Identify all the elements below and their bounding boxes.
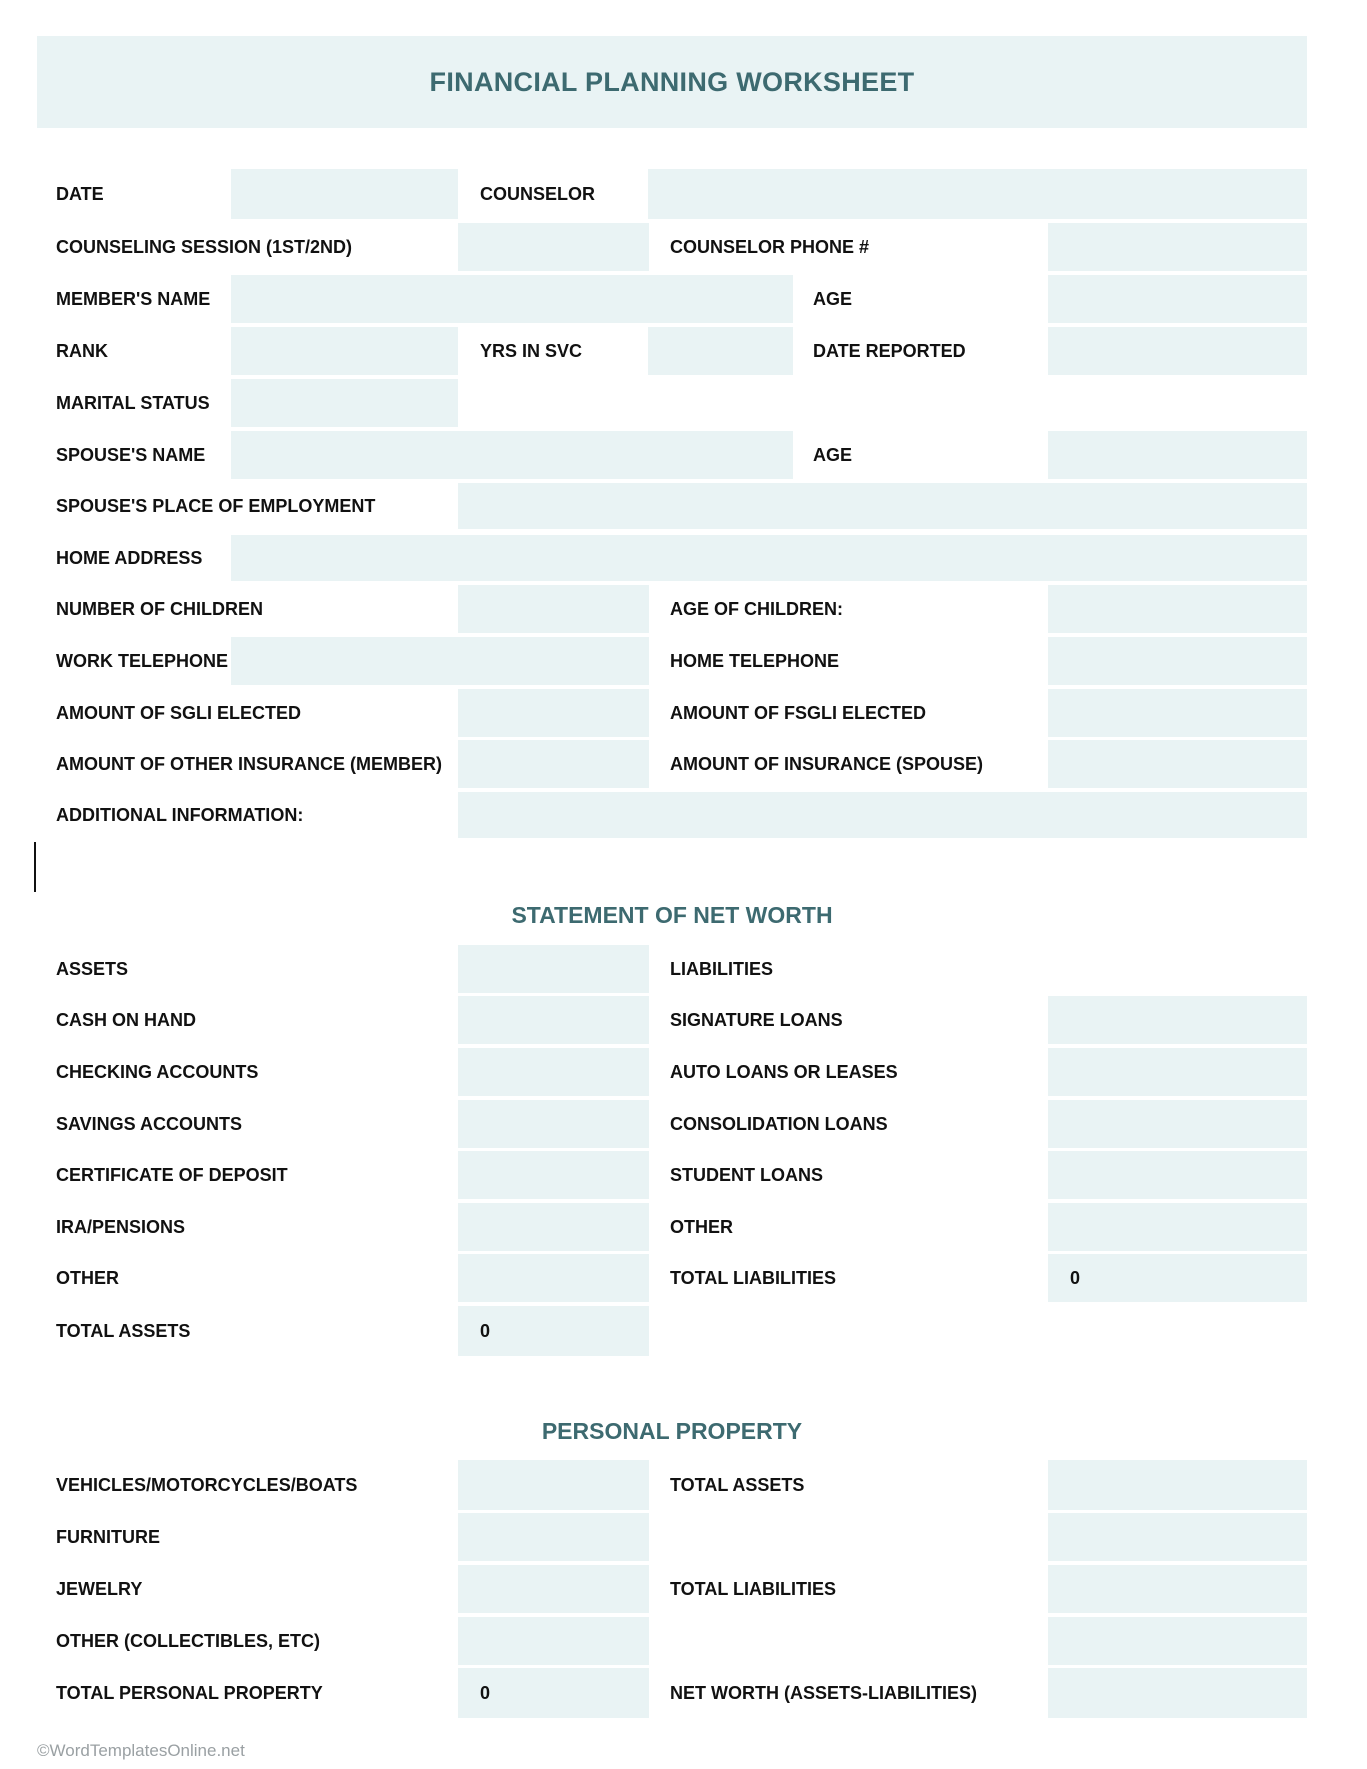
counselor-phone-field[interactable] [1048, 223, 1307, 271]
date-reported-label: DATE REPORTED [813, 340, 966, 361]
pp-total-liabilities-field[interactable] [1048, 1565, 1307, 1613]
pp-total-assets-field[interactable] [1048, 1460, 1307, 1510]
liability-label: CONSOLIDATION LOANS [670, 1113, 888, 1134]
total-personal-property-field[interactable] [458, 1668, 649, 1718]
liability-label: SIGNATURE LOANS [670, 1009, 843, 1030]
spouses-name-field[interactable] [231, 431, 793, 479]
spouses-name-label: SPOUSE'S NAME [56, 444, 206, 465]
text-cursor [34, 842, 36, 892]
asset-field-checking[interactable] [458, 1048, 649, 1096]
property-field-other[interactable] [458, 1617, 649, 1665]
asset-field-cd[interactable] [458, 1151, 649, 1199]
pp-blank-field-1[interactable] [1048, 1513, 1307, 1561]
home-telephone-label: HOME TELEPHONE [670, 650, 840, 671]
sgli-field[interactable] [458, 689, 649, 737]
liability-label: STUDENT LOANS [670, 1164, 823, 1185]
total-liabilities-label: TOTAL LIABILITIES [670, 1267, 836, 1288]
yrs-in-svc-field[interactable] [648, 327, 793, 375]
number-of-children-label: NUMBER OF CHILDREN [56, 598, 263, 619]
liability-field-signature[interactable] [1048, 996, 1307, 1044]
age-of-children-field[interactable] [1048, 585, 1307, 633]
additional-info-label: ADDITIONAL INFORMATION: [56, 804, 304, 825]
date-field[interactable] [231, 169, 458, 219]
members-name-field[interactable] [231, 275, 793, 323]
total-assets-label: TOTAL ASSETS [56, 1320, 191, 1341]
home-address-field[interactable] [231, 535, 1307, 581]
liability-field-auto[interactable] [1048, 1048, 1307, 1096]
net-worth-field[interactable] [1048, 1668, 1307, 1718]
asset-field-ira[interactable] [458, 1203, 649, 1251]
counselor-label: COUNSELOR [480, 183, 596, 204]
rank-label: RANK [56, 340, 108, 361]
liability-label: AUTO LOANS OR LEASES [670, 1061, 898, 1082]
assets-header-field[interactable] [458, 945, 649, 993]
property-field-vehicles[interactable] [458, 1460, 649, 1510]
asset-label: CASH ON HAND [56, 1009, 197, 1030]
property-field-jewelry[interactable] [458, 1565, 649, 1613]
page-title: FINANCIAL PLANNING WORKSHEET [429, 66, 915, 97]
liability-field-student[interactable] [1048, 1151, 1307, 1199]
marital-status-field[interactable] [231, 379, 458, 427]
liabilities-header: LIABILITIES [670, 958, 773, 979]
spouse-age-field[interactable] [1048, 431, 1307, 479]
number-of-children-field[interactable] [458, 585, 649, 633]
net-worth-title: STATEMENT OF NET WORTH [511, 902, 833, 928]
pp-total-assets-label: TOTAL ASSETS [670, 1474, 805, 1495]
footer-copyright: ©WordTemplatesOnline.net [37, 1741, 245, 1760]
property-item-label: VEHICLES/MOTORCYCLES/BOATS [56, 1474, 358, 1495]
rank-field[interactable] [231, 327, 458, 375]
home-telephone-field[interactable] [1048, 637, 1307, 685]
net-worth-label: NET WORTH (ASSETS-LIABILITIES) [670, 1682, 977, 1703]
property-item-label: OTHER (COLLECTIBLES, ETC) [56, 1630, 320, 1651]
liability-label: OTHER [670, 1216, 733, 1237]
marital-status-label: MARITAL STATUS [56, 392, 210, 413]
asset-label: CERTIFICATE OF DEPOSIT [56, 1164, 288, 1185]
personal-property-title: PERSONAL PROPERTY [541, 1418, 803, 1444]
age-label: AGE [813, 288, 853, 309]
pp-total-liabilities-label: TOTAL LIABILITIES [670, 1578, 836, 1599]
property-item-label: JEWELRY [56, 1578, 143, 1599]
insurance-spouse-field[interactable] [1048, 740, 1307, 788]
fsgli-field[interactable] [1048, 689, 1307, 737]
work-telephone-field[interactable] [231, 637, 649, 685]
asset-label: OTHER [56, 1267, 119, 1288]
members-name-label: MEMBER'S NAME [56, 288, 211, 309]
asset-field-savings[interactable] [458, 1100, 649, 1148]
home-address-label: HOME ADDRESS [56, 547, 203, 568]
spouse-employment-label: SPOUSE'S PLACE OF EMPLOYMENT [56, 495, 376, 516]
total-liabilities-field[interactable] [1048, 1254, 1307, 1302]
date-reported-field[interactable] [1048, 327, 1307, 375]
date-label: DATE [56, 183, 104, 204]
counseling-session-field[interactable] [458, 223, 649, 271]
asset-field-other[interactable] [458, 1254, 649, 1302]
spouse-employment-field[interactable] [458, 483, 1307, 529]
counselor-field[interactable] [648, 169, 1307, 219]
sgli-label: AMOUNT OF SGLI ELECTED [56, 702, 301, 723]
pp-blank-field-2[interactable] [1048, 1617, 1307, 1665]
other-insurance-member-field[interactable] [458, 740, 649, 788]
liability-field-consolidation[interactable] [1048, 1100, 1307, 1148]
total-assets-field[interactable] [458, 1306, 649, 1356]
assets-header: ASSETS [56, 958, 129, 979]
fsgli-label: AMOUNT OF FSGLI ELECTED [670, 702, 926, 723]
liability-field-other[interactable] [1048, 1203, 1307, 1251]
asset-label: CHECKING ACCOUNTS [56, 1061, 259, 1082]
age-of-children-label: AGE OF CHILDREN: [670, 598, 843, 619]
age-field[interactable] [1048, 275, 1307, 323]
asset-field-cash[interactable] [458, 996, 649, 1044]
spouse-age-label: AGE [813, 444, 853, 465]
asset-label: SAVINGS ACCOUNTS [56, 1113, 243, 1134]
work-telephone-label: WORK TELEPHONE [56, 650, 229, 671]
yrs-in-svc-label: YRS IN SVC [480, 340, 583, 361]
other-insurance-member-label: AMOUNT OF OTHER INSURANCE (MEMBER) [56, 753, 442, 774]
counselor-phone-label: COUNSELOR PHONE # [670, 236, 870, 257]
total-personal-property-label: TOTAL PERSONAL PROPERTY [56, 1682, 323, 1703]
insurance-spouse-label: AMOUNT OF INSURANCE (SPOUSE) [670, 753, 984, 774]
asset-label: IRA/PENSIONS [56, 1216, 186, 1237]
property-item-label: FURNITURE [56, 1526, 160, 1547]
counseling-session-label: COUNSELING SESSION (1ST/2ND) [56, 236, 353, 257]
property-field-furniture[interactable] [458, 1513, 649, 1561]
additional-info-field[interactable] [458, 792, 1307, 838]
